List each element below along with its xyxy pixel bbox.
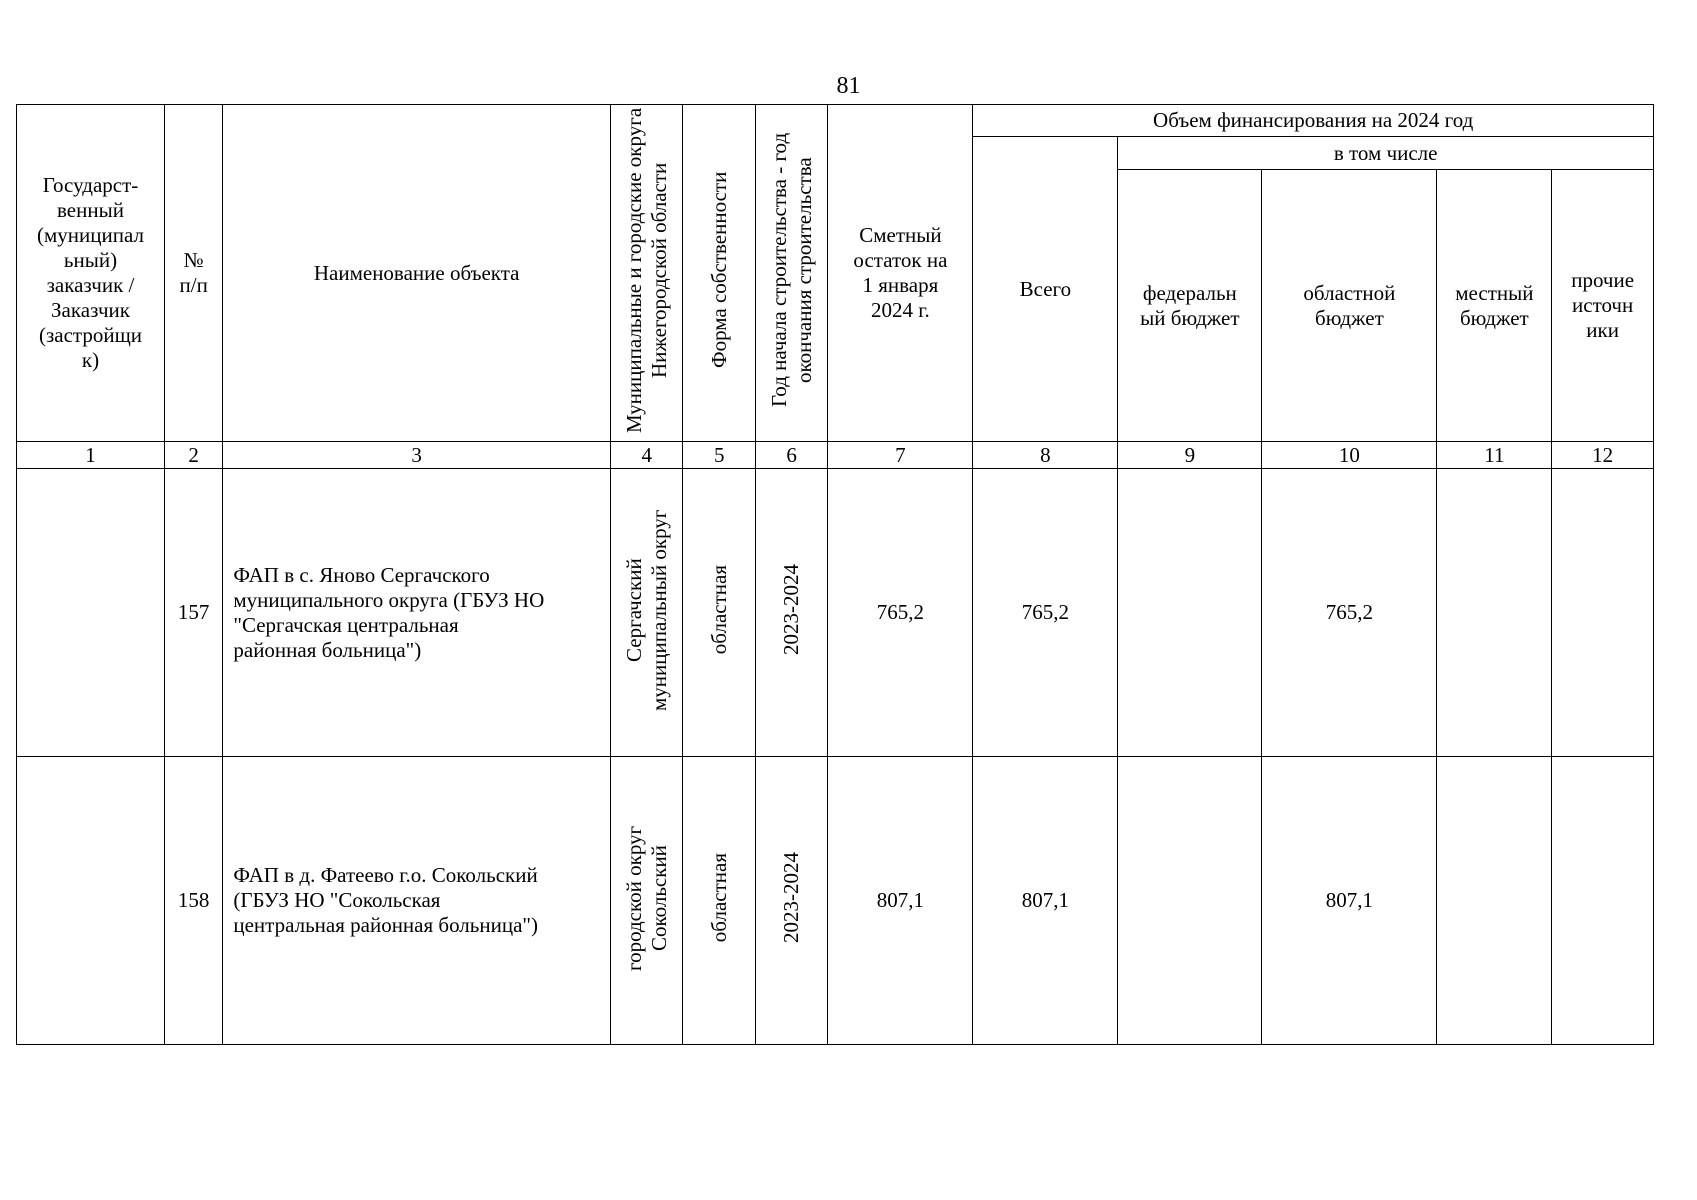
cell-municipality: городской округ Сокольский (610, 757, 682, 1045)
cell-total: 765,2 (973, 469, 1118, 757)
header-other: прочие источн ики (1552, 170, 1654, 442)
cell-other (1552, 757, 1654, 1045)
column-number: 4 (610, 442, 682, 469)
column-number: 3 (223, 442, 611, 469)
column-number: 1 (17, 442, 165, 469)
page-number: 81 (836, 73, 861, 99)
cell-regional: 807,1 (1262, 757, 1437, 1045)
cell-years: 2023-2024 (755, 469, 827, 757)
column-number: 7 (828, 442, 973, 469)
cell-customer (17, 469, 165, 757)
column-number: 12 (1552, 442, 1654, 469)
header-customer: Государст- венный (муниципал ьный) заказчик / Заказчик (застройщи к) (17, 105, 165, 442)
cell-number: 158 (164, 757, 222, 1045)
header-number: № п/п (164, 105, 222, 442)
column-number: 9 (1118, 442, 1262, 469)
cell-number: 157 (164, 469, 222, 757)
cell-years: 2023-2024 (755, 757, 827, 1045)
column-number: 5 (683, 442, 755, 469)
cell-object-name: ФАП в с. Яново Сергачского муниципального округа (ГБУЗ НО "Сергачская центральная районная больница") (223, 469, 611, 757)
column-number-row (17, 442, 1654, 469)
cell-customer (17, 757, 165, 1045)
header-ownership: Форма собственности (683, 105, 755, 442)
cell-local (1437, 757, 1552, 1045)
header-local: местный бюджет (1437, 170, 1552, 442)
column-number: 6 (755, 442, 827, 469)
cell-ownership: областная (683, 757, 755, 1045)
cell-other (1552, 469, 1654, 757)
cell-federal (1118, 469, 1262, 757)
table-row (17, 469, 1654, 757)
header-funding-group: Объем финансирования на 2024 год (973, 105, 1654, 137)
cell-municipality: Сергачский муниципальный округ (610, 469, 682, 757)
cell-local (1437, 469, 1552, 757)
cell-total: 807,1 (973, 757, 1118, 1045)
header-including: в том числе (1118, 137, 1654, 170)
cell-ownership: областная (683, 469, 755, 757)
header-total: Всего (973, 137, 1118, 442)
cell-estimate: 807,1 (828, 757, 973, 1045)
header-federal: федеральн ый бюджет (1118, 170, 1262, 442)
cell-estimate: 765,2 (828, 469, 973, 757)
header-years: Год начала строительства - год окончания строительства (755, 105, 827, 442)
column-number: 11 (1437, 442, 1552, 469)
column-number: 10 (1262, 442, 1437, 469)
cell-object-name: ФАП в д. Фатеево г.о. Сокольский (ГБУЗ НО "Сокольская центральная районная больница") (223, 757, 611, 1045)
header-object-name: Наименование объекта (223, 105, 611, 442)
header-regional: областной бюджет (1262, 170, 1437, 442)
funding-table (16, 104, 1654, 1045)
header-estimate: Сметный остаток на 1 января 2024 г. (828, 105, 973, 442)
cell-federal (1118, 757, 1262, 1045)
column-number: 8 (973, 442, 1118, 469)
column-number: 2 (164, 442, 222, 469)
table-row (17, 757, 1654, 1045)
header-municipalities: Муниципальные и городские округа Нижегородской области (610, 105, 682, 442)
cell-regional: 765,2 (1262, 469, 1437, 757)
